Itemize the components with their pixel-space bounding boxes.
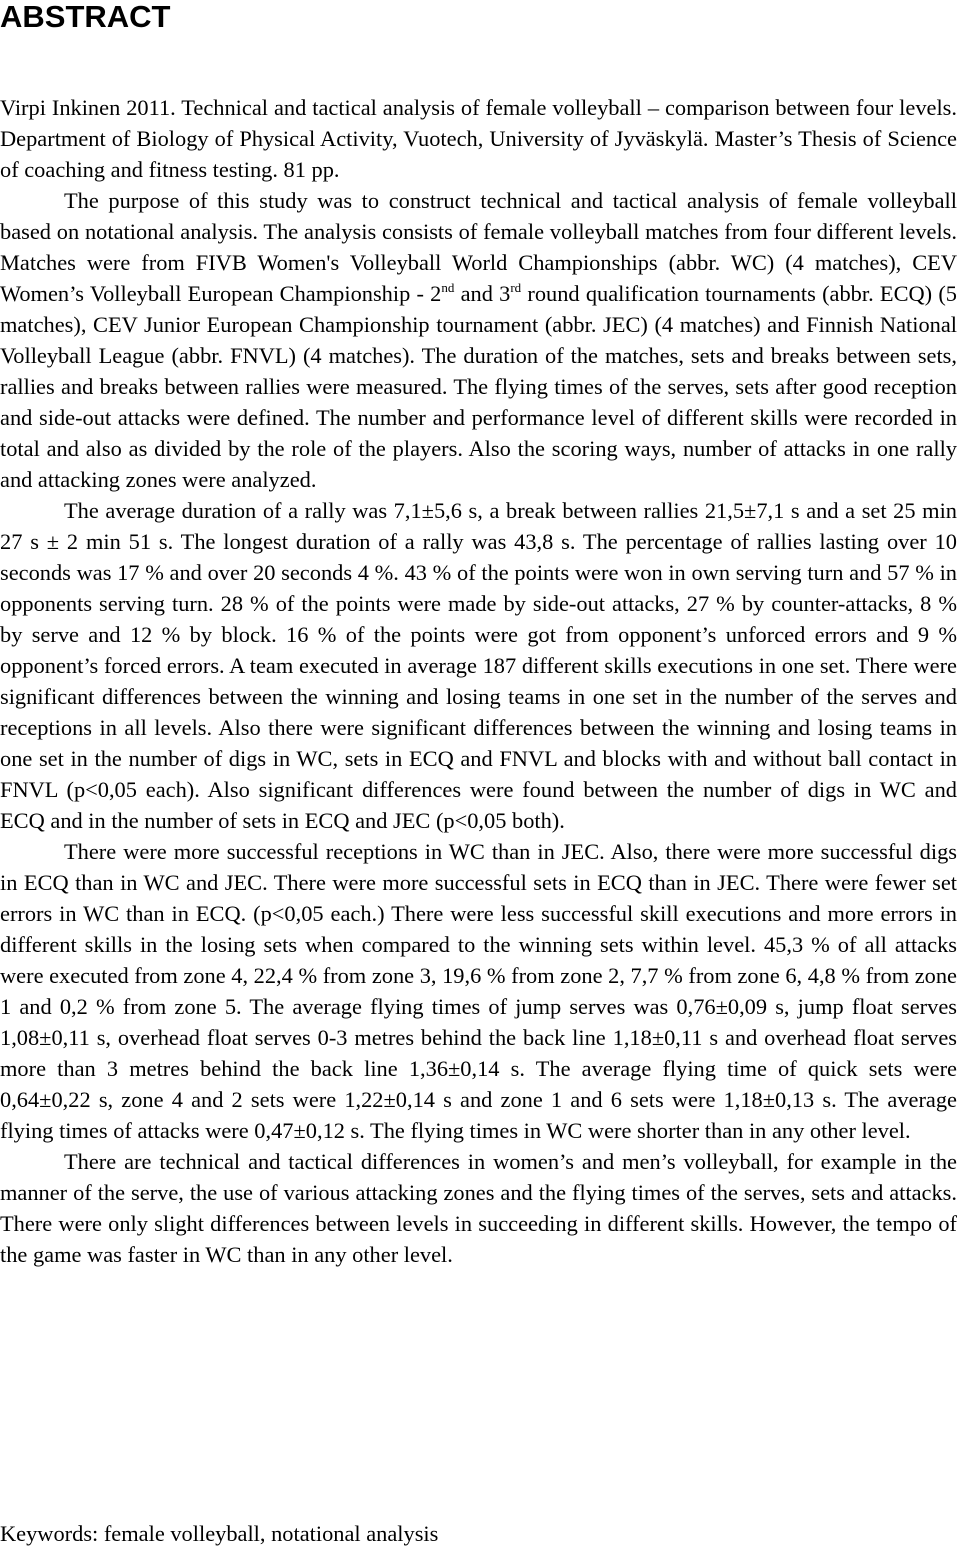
- paragraph-purpose-part-c: round qualification tournaments (abbr. ECQ) (5 matches), CEV Junior European Championship tournament (abbr. JEC) (4 matches) and Finnish National Volleyball League (abbr. FNVL) (4 matches). The duration of the matches, sets and breaks between sets, rallies and breaks between rallies were measured. The flying times of the serves, sets after good reception and side-out attacks were defined. The number and performance level of different skills were recorded in total and also as divided by the role of the players. Also the scoring ways, number of attacks in one rally and attacking zones were analyzed.: [0, 281, 957, 492]
- paragraph-conclusion: There are technical and tactical differences in women’s and men’s volleyball, for example in the manner of the serve, the use of various attacking zones and the flying times of the serves, sets and attacks. There were only slight differences between levels in succeeding in different skills. However, the tempo of the game was faster in WC than in any other level.: [0, 1149, 957, 1267]
- paragraph-purpose: [0, 185, 957, 495]
- paragraph-purpose-part-a: The purpose of this study was to construct technical and tactical analysis of female volleyball based on notational analysis. The analysis consists of female volleyball matches from four different levels. Matches were from FIVB Women's Volleyball World Championships (abbr. WC) (4 matches), CEV Women’s Volleyball European Championship - 2: [0, 188, 957, 306]
- citation: Virpi Inkinen 2011. Technical and tactical analysis of female volleyball – comparison between four levels. Department of Biology of Physical Activity, Vuotech, University of Jyväskylä. Master’s Thesis of Science of coaching and fitness testing. 81 pp.: [0, 95, 957, 182]
- keywords: Keywords: female volleyball, notational analysis: [0, 1521, 439, 1546]
- paragraph-results-duration: The average duration of a rally was 7,1±5,6 s, a break between rallies 21,5±7,1 s and a set 25 min 27 s ± 2 min 51 s. The longest duration of a rally was 43,8 s. The percentage of rallies lasting over 10 seconds was 17 % and over 20 seconds 4 %. 43 % of the points were won in own serving turn and 57 % in opponents serving turn. 28 % of the points were made by side-out attacks, 27 % by counter-attacks, 8 % by serve and 12 % by block. 16 % of the points were got from opponent’s unforced errors and 9 % opponent’s forced errors. A team executed in average 187 different skills executions in one set. There were significant differences between the winning and losing teams in one set in the number of the serves and receptions in all levels. Also there were significant differences between the winning and losing teams in one set in the number of digs in WC, sets in ECQ and FNVL and blocks with and without ball contact in FNVL (p<0,05 each). Also significant differences were found between the number of digs in WC and ECQ and in the number of sets in ECQ and JEC (p<0,05 both).: [0, 498, 957, 833]
- paragraph-results-skills: There were more successful receptions in WC than in JEC. Also, there were more successful digs in ECQ than in WC and JEC. There were more successful sets in ECQ than in JEC. There were fewer set errors in WC than in ECQ. (p<0,05 each.) There were less successful skill executions and more errors in different skills in the losing sets when compared to the winning sets within level. 45,3 % of all attacks were executed from zone 4, 22,4 % from zone 3, 19,6 % from zone 2, 7,7 % from zone 6, 4,8 % from zone 1 and 0,2 % from zone 5. The average flying times of jump serves was 0,76±0,09 s, jump float serves 1,08±0,11 s, overhead float serves 0-3 metres behind the back line 1,18±0,11 s and overhead float serves more than 3 metres behind the back line 1,36±0,14 s. The average flying time of quick sets were 0,64±0,22 s, zone 4 and 2 sets were 1,22±0,14 s and zone 1 and 6 sets were 1,18±0,13 s. The average flying times of attacks were 0,47±0,12 s. The flying times in WC were shorter than in any other level.: [0, 839, 957, 1143]
- superscript-rd: rd: [510, 280, 522, 295]
- abstract-body: [0, 92, 957, 1270]
- superscript-nd: nd: [441, 280, 455, 295]
- page-title: ABSTRACT: [0, 0, 171, 34]
- paragraph-purpose-part-b: and 3: [454, 281, 511, 306]
